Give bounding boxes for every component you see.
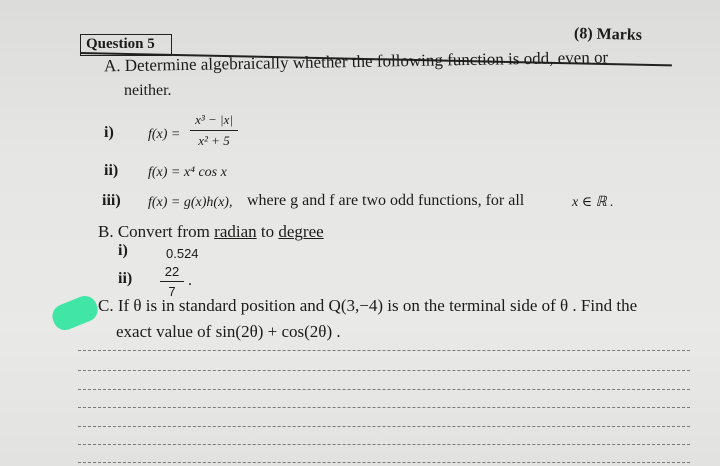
item-b-i-number: i) [118,242,128,259]
item-a-iii-expr: f(x) = g(x)h(x), [148,195,233,210]
item-a-iii-text: where g and f are two odd functions, for all [247,192,525,209]
fraction-bar [190,130,238,131]
item-a-ii-expr: f(x) = x⁴ cos x [148,165,227,180]
part-a-text: A. Determine algebraically whether the following function is odd, even or [103,47,609,76]
part-b-word-degree: degree [278,222,324,241]
fraction-bar [160,281,184,282]
question-title: Question 5 [86,36,155,52]
item-b-ii-number: ii) [118,270,133,287]
item-a-iii-tail: x ∈ ℝ . [572,195,614,210]
part-c-text1: If θ is in standard position and Q(3,−4) is on the terminal side of θ . Find the [117,296,638,315]
item-a-i-number: i) [104,124,114,141]
fraction-numerator: 22 [164,264,180,279]
fraction-denominator: x² + 5 [198,133,230,148]
answer-line [78,389,690,390]
highlighter-mark [49,292,101,333]
part-b-word-radian: radian [214,222,257,241]
part-a-line2: neither. [124,82,172,99]
item-a-i-lhs: f(x) = [148,127,181,142]
part-b-heading-pre: B. Convert from [98,222,215,241]
answer-line [78,350,690,351]
item-b-i-value: 0.524 [166,246,199,261]
fraction-denominator: 7 [168,284,176,299]
item-a-ii-number: ii) [104,162,119,179]
item-a-iii-number: iii) [102,192,121,209]
answer-line [78,426,690,427]
fraction-numerator: x³ − |x| [195,112,233,127]
part-b-heading-mid: to [256,222,279,241]
marks-label: (8) Marks [573,25,643,44]
part-c-line2: exact value of sin(2θ) + cos(2θ) . [116,322,341,341]
part-c-line1 [98,296,637,316]
part-b-heading [98,222,324,242]
answer-line [78,407,690,408]
answer-line [78,444,690,445]
answer-line [78,370,690,371]
part-a-line1 [104,48,608,77]
item-b-ii-tail: . [188,272,192,289]
item-a-i-fraction [190,112,238,149]
item-b-ii-fraction [160,264,184,299]
part-c-label: C. [98,296,114,315]
answer-line [78,462,690,463]
